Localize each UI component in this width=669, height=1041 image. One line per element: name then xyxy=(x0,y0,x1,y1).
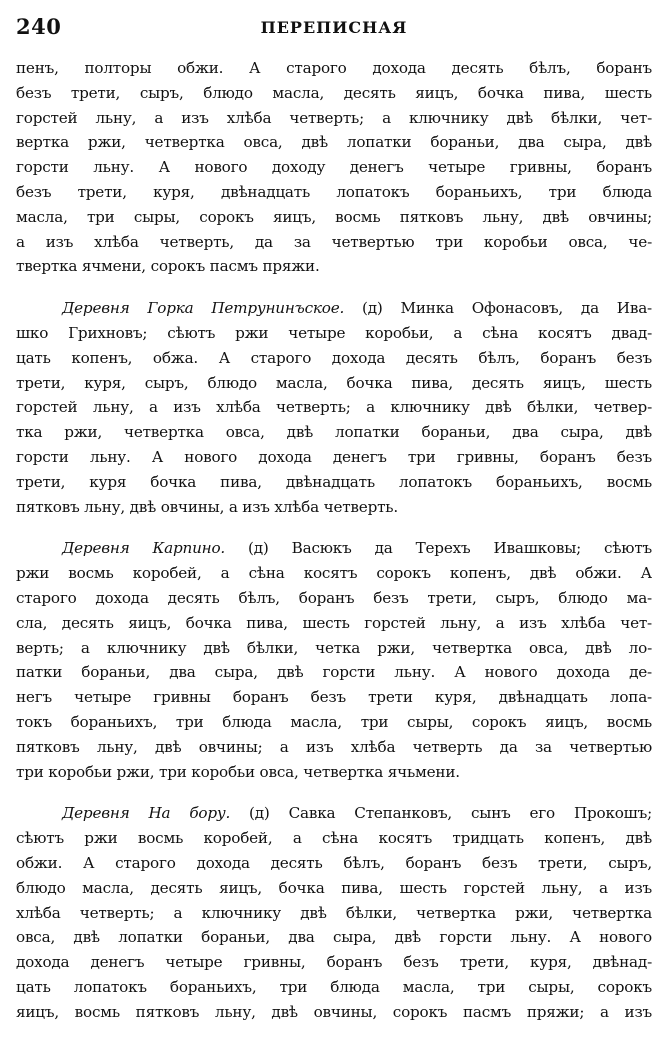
text-line: верть; а ключнику двѣ бѣлки, четка ржи, четвертка овса, двѣ ло- xyxy=(16,638,652,657)
text-line: три коробьи ржи, три коробьи овса, четвертка ячьмени. xyxy=(16,762,460,781)
text-line: горсти льну. А нового дохода денегъ три гривны, боранъ безъ xyxy=(16,447,652,466)
village-heading: Деревня Карпино. xyxy=(62,539,226,558)
village-heading: Деревня На бору. xyxy=(62,804,231,823)
text-line xyxy=(16,801,652,826)
text-line: горстей льну, а изъ хлѣба четверть; а ключнику двѣ бѣлки, четвер- xyxy=(16,398,652,417)
text-line: яицъ, восмь пятковъ льну, двѣ овчины, сорокъ пасмъ пряжи; а изъ xyxy=(16,1002,652,1021)
text-line xyxy=(16,296,652,321)
text-line: твертка ячмени, сорокъ пасмъ пряжи. xyxy=(16,257,320,276)
text-line: безъ трети, сыръ, блюдо масла, десять яицъ, бочка пива, шесть xyxy=(16,83,652,102)
text-line: горстей льну, а изъ хлѣба четверть; а ключнику двѣ бѣлки, чет- xyxy=(16,108,652,127)
text-line: сла, десять яицъ, бочка пива, шесть горстей льну, а изъ хлѣба чет- xyxy=(16,613,652,632)
text-line: старого дохода десять бѣлъ, боранъ безъ трети, сыръ, блюдо ма- xyxy=(16,588,652,607)
text-line: хлѣба четверть; а ключнику двѣ бѣлки, четвертка ржи, четвертка xyxy=(16,903,652,922)
text-line: пятковъ льну, двѣ овчины, а изъ хлѣба четверть. xyxy=(16,497,398,516)
text-line: масла, три сыры, сорокъ яицъ, восмь пятковъ льну, двѣ овчины; xyxy=(16,207,652,226)
text-line: горсти льну. А нового доходу денегъ четыре гривны, боранъ xyxy=(16,158,652,177)
paragraph-karpino xyxy=(16,536,652,784)
text-line: трети, куря бочка пива, двѣнадцать лопатокъ бораньихъ, восмь xyxy=(16,472,652,491)
paragraph-continuation xyxy=(16,56,652,279)
text-line: дохода денегъ четыре гривны, боранъ безъ трети, куря, двѣнад- xyxy=(16,953,652,972)
paragraph-na-boru xyxy=(16,801,652,1024)
text-line: а изъ хлѣба четверть, да за четвертью три коробьи овса, че- xyxy=(16,232,652,251)
page-number: 240 xyxy=(16,14,62,39)
paragraph-gorka xyxy=(16,296,652,519)
text-line: ржи восмь коробей, а сѣна косятъ сорокъ копенъ, двѣ обжи. А xyxy=(16,564,652,583)
text-line: блюдо масла, десять яицъ, бочка пива, шесть горстей льну, а изъ xyxy=(16,878,652,897)
text-line: овса, двѣ лопатки бораньи, два сыра, двѣ горсти льну. А нового xyxy=(16,928,652,947)
text-line: пенъ, полторы обжи. А старого дохода десять бѣлъ, боранъ xyxy=(16,59,652,77)
text-line xyxy=(16,536,652,561)
text-line: пятковъ льну, двѣ овчины; а изъ хлѣба четверть да за четвертью xyxy=(16,737,652,756)
text-line: обжи. А старого дохода десять бѣлъ, боранъ безъ трети, сыръ, xyxy=(16,853,652,872)
text-line: трети, куря, сыръ, блюдо масла, бочка пива, десять яицъ, шесть xyxy=(16,373,652,392)
line-text: (д) Савка Степанковъ, сынъ его Прокошъ; xyxy=(230,804,652,823)
text-line: негъ четыре гривны боранъ безъ трети куря, двѣнадцать лопа- xyxy=(16,688,652,707)
text-line: токъ бораньихъ, три блюда масла, три сыры, сорокъ яицъ, восмь xyxy=(16,712,652,731)
line-text: (д) Васюкъ да Терехъ Ивашковы; сѣютъ xyxy=(225,539,652,558)
running-title: ПЕРЕПИСНАЯ xyxy=(260,18,408,37)
text-line: безъ трети, куря, двѣнадцать лопатокъ бораньихъ, три блюда xyxy=(16,182,652,201)
text-line: патки бораньи, два сыра, двѣ горсти льну. А нового дохода де- xyxy=(16,663,652,682)
page-header xyxy=(16,14,652,42)
text-line: сѣютъ ржи восмь коробей, а сѣна косятъ тридцать копенъ, двѣ xyxy=(16,829,652,848)
body-text xyxy=(16,56,652,1041)
line-text: (д) Минка Офонасовъ, да Ива- xyxy=(344,299,652,318)
text-line: шко Грихновъ; сѣютъ ржи четыре коробьи, а сѣна косятъ двад- xyxy=(16,323,652,342)
text-line: цать копенъ, обжа. А старого дохода десять бѣлъ, боранъ безъ xyxy=(16,348,652,367)
village-heading: Деревня Горка Петрунинъское. xyxy=(62,299,345,318)
text-line: вертка ржи, четвертка овса, двѣ лопатки бораньи, два сыра, двѣ xyxy=(16,133,652,152)
text-line: тка ржи, четвертка овса, двѣ лопатки бораньи, два сыра, двѣ xyxy=(16,423,652,442)
text-line: цать лопатокъ бораньихъ, три блюда масла, три сыры, сорокъ xyxy=(16,977,652,996)
